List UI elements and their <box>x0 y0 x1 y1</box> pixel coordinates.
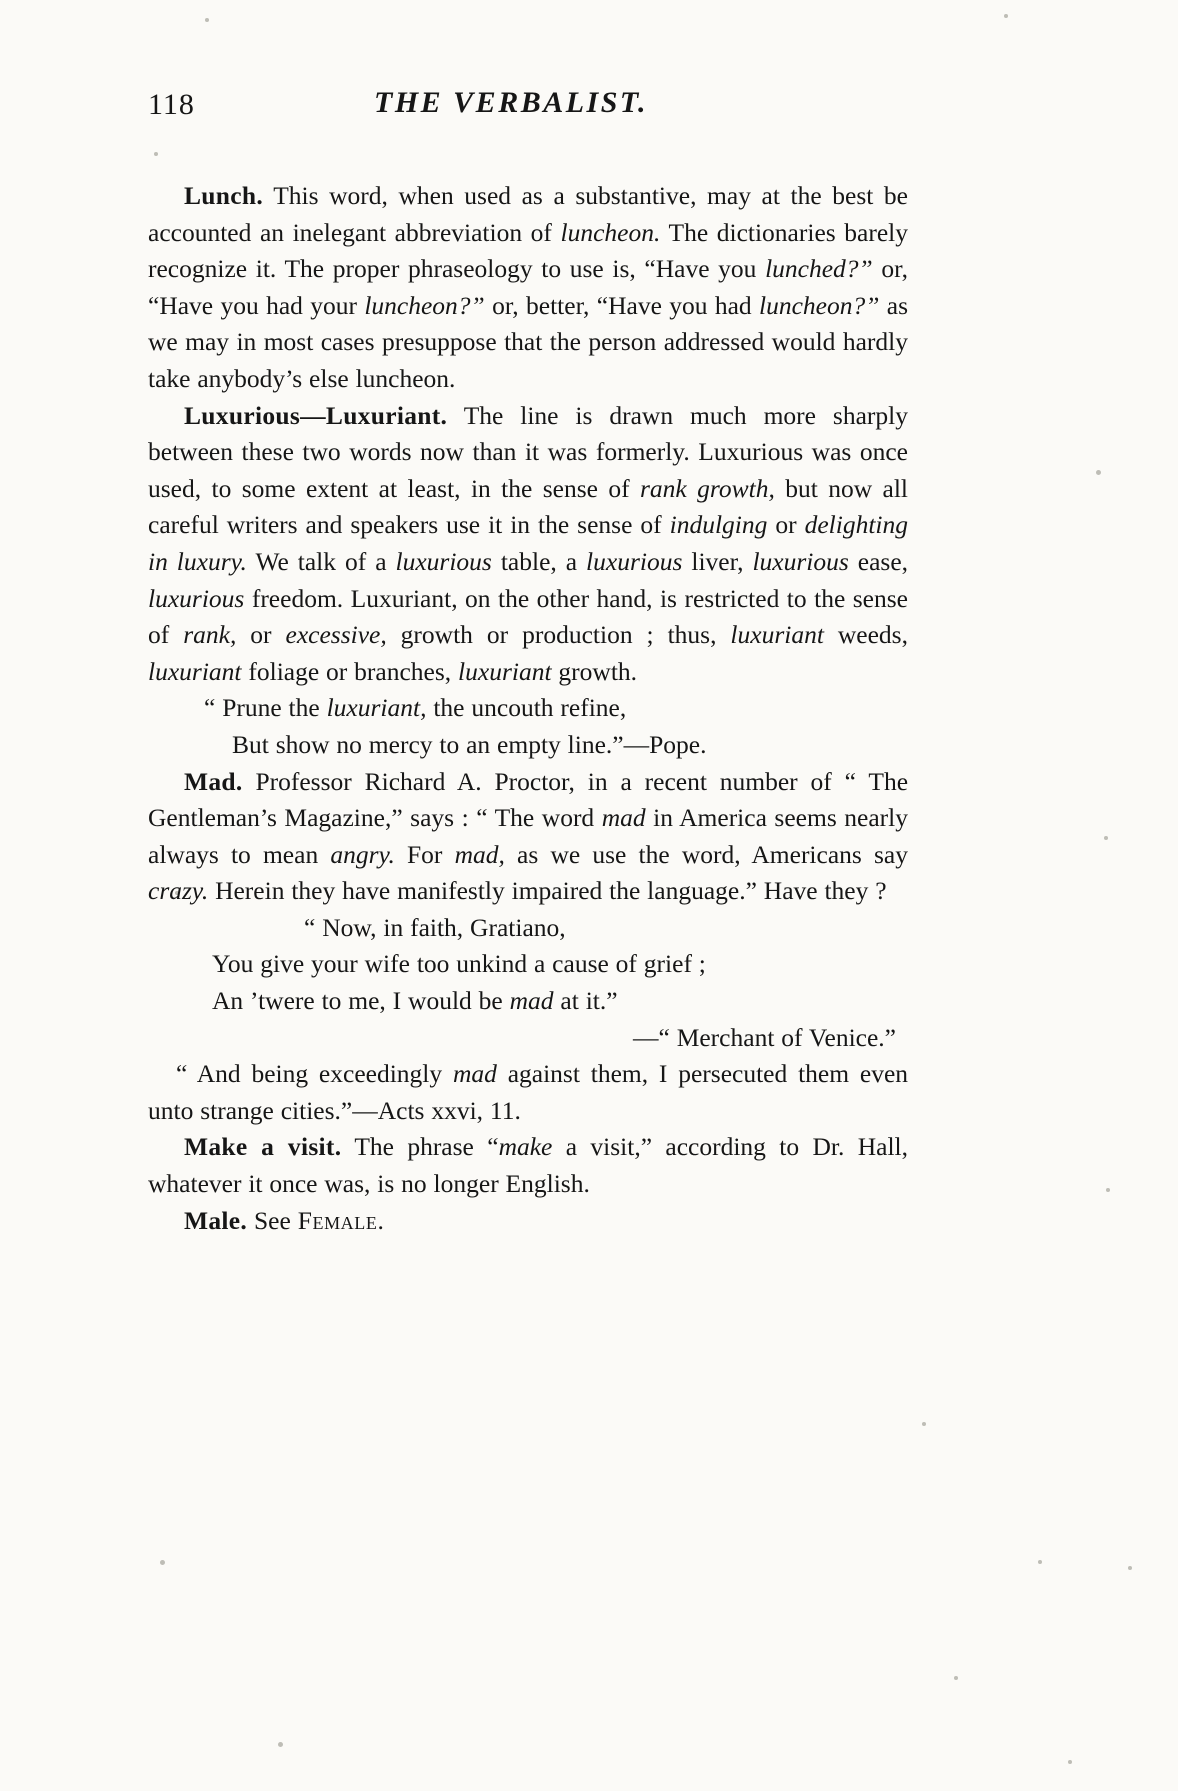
entry-body-lunch-7: or, better, “Have you had <box>484 290 759 320</box>
entry-body-lux-13: ease, <box>848 546 909 576</box>
paper-speck <box>1096 470 1101 475</box>
quote-acts <box>148 1056 908 1129</box>
entry-body-lux-9: table, a <box>491 546 587 576</box>
entry-body-lunch-3: The dictionaries barely recognize it. The proper phraseology to use is, “Have you <box>148 217 908 284</box>
page-content <box>148 82 908 1239</box>
verse-shakespeare-line-3 <box>212 983 908 1020</box>
verse-shakespeare-line-2: You give your wife too unkind a cause of grief ; <box>212 949 706 979</box>
quote-acts-italic: mad <box>452 1059 497 1089</box>
paper-speck <box>1104 836 1108 840</box>
verse-pope-line-2: But show no mercy to an empty line.”—Pope. <box>232 729 707 759</box>
paper-speck <box>278 1742 283 1747</box>
entry-body-lunch-9: as we may in most cases presuppose that the person addressed would hardly take anybody’s else luncheon. <box>148 290 908 393</box>
entry-headword-luxurious: Luxurious—Luxuriant. <box>184 400 448 430</box>
entry-body-lux-18: excessive, <box>285 620 387 650</box>
entry-headword-mad: Mad. <box>184 766 243 796</box>
body-text <box>148 178 908 1239</box>
entry-cross-reference-female: Female. <box>297 1205 385 1235</box>
entry-body-lux-20: luxuriant <box>730 620 824 650</box>
paper-speck <box>205 18 209 22</box>
entry-body-lux-23: foliage or branches, <box>241 656 459 686</box>
paper-speck <box>1038 1560 1042 1564</box>
paper-speck <box>1068 1760 1072 1764</box>
entry-body-lux-19: growth or production ; thus, <box>386 620 731 650</box>
quote-acts-b: against them, I persecuted them even unto strange cities.”—Acts xxvi, 11. <box>148 1059 909 1125</box>
entry-body-lux-8: luxurious <box>395 546 492 576</box>
entry-body-lunch-5: or, “Have you had your <box>148 254 908 320</box>
entry-body-lux-11: liver, <box>682 546 753 576</box>
entry-body-mad-8: crazy. <box>148 876 209 906</box>
entry-body-lux-3: but now all careful writers and speakers use it in the sense of <box>148 473 908 540</box>
entry-lunch <box>148 178 908 398</box>
entry-male <box>148 1203 908 1240</box>
entry-body-lunch-4: lunched?” <box>765 254 873 284</box>
entry-body-lux-7: We talk of a <box>246 546 396 576</box>
entry-body-lux-1: The line is drawn much more sharply between these two words now than it was formerly. Luxurious was once used, to some extent at least, in the sense of <box>148 400 908 503</box>
entry-body-lux-17: or <box>236 620 286 650</box>
entry-body-lux-22: luxuriant <box>148 656 242 686</box>
page-number: 118 <box>148 88 195 121</box>
entry-body-lux-2: rank growth, <box>639 473 775 503</box>
verse-shakespeare-line3-italic: mad <box>509 986 554 1016</box>
entry-luxurious <box>148 398 908 691</box>
entry-body-lunch-6: luncheon?” <box>364 290 485 320</box>
entry-body-lux-25: growth. <box>551 656 638 686</box>
entry-body-lux-10: luxurious <box>586 546 683 576</box>
entry-make-a-visit <box>148 1129 908 1202</box>
paper-speck <box>1128 1566 1132 1570</box>
page-header <box>148 82 908 144</box>
paper-speck <box>160 1560 165 1565</box>
paper-speck <box>1004 14 1008 18</box>
verse-shakespeare-line-1: “ Now, in faith, Gratiano, <box>304 912 566 942</box>
entry-body-lux-16: rank, <box>183 620 237 650</box>
paper-speck <box>954 1676 958 1680</box>
entry-body-lunch-1: This word, when used as a substantive, may at the best be accounted an inelegant abbreviation of <box>148 181 908 247</box>
entry-body-mad-3: in America seems nearly always to mean <box>148 803 908 869</box>
entry-body-lux-15: freedom. Luxuriant, on the other hand, is restricted to the sense of <box>148 583 908 650</box>
entry-body-mad-9: Herein they have manifestly impaired the language.” Have they ? <box>208 876 887 906</box>
entry-body-lux-24: luxuriant <box>458 656 552 686</box>
verse-pope-line-1 <box>204 690 908 727</box>
verse-shakespeare-line3-a: An ’twere to me, I would be <box>212 986 510 1016</box>
verse-attribution: —“ Merchant of Venice.” <box>633 1022 896 1052</box>
entry-body-lux-21: weeds, <box>823 620 908 650</box>
entry-body-mad-4: angry. <box>330 839 395 869</box>
entry-body-mad-1: Professor Richard A. Proctor, in a recent number of “ The Gentleman’s Magazine,” says : “ The word <box>148 766 909 833</box>
verse-pope-line1-b: the uncouth refine, <box>426 693 627 723</box>
entry-headword-lunch: Lunch. <box>184 181 264 210</box>
paper-speck <box>922 1422 926 1426</box>
running-title: THE VERBALIST. <box>374 86 648 119</box>
entry-body-male-see: See <box>253 1205 298 1235</box>
entry-body-mad-2: mad <box>601 803 646 833</box>
paper-speck <box>1106 1188 1110 1192</box>
entry-body-mad-7: as we use the word, Americans say <box>504 839 908 869</box>
entry-body-mad-6: mad, <box>454 839 505 869</box>
entry-body-mad-5: For <box>394 839 455 869</box>
entry-mad <box>148 764 908 910</box>
entry-body-mav-italic: make <box>498 1132 553 1162</box>
entry-body-mav-b: a visit,” according to Dr. Hall, whatever it once was, is no longer English. <box>148 1132 908 1199</box>
entry-body-lunch-8: luncheon?” <box>759 290 880 320</box>
quote-acts-a: “ And being exceedingly <box>176 1059 453 1089</box>
entry-headword-male: Male. <box>184 1205 248 1235</box>
verse-shakespeare-line3-b: at it.” <box>553 986 618 1016</box>
entry-body-lux-5: or <box>767 510 805 540</box>
entry-body-lunch-2: luncheon. <box>560 217 661 247</box>
entry-body-lux-14: luxurious <box>148 583 245 613</box>
entry-body-mav-a: The phrase “ <box>354 1132 499 1162</box>
verse-pope-line1-italic: luxuriant, <box>326 693 427 723</box>
verse-pope-line1-a: “ Prune the <box>204 693 327 723</box>
entry-body-lux-4: indulging <box>669 510 768 540</box>
entry-body-lux-12: luxurious <box>752 546 849 576</box>
entry-body-lux-6: delighting in luxury. <box>148 510 908 576</box>
entry-headword-make-a-visit: Make a visit. <box>184 1132 342 1162</box>
